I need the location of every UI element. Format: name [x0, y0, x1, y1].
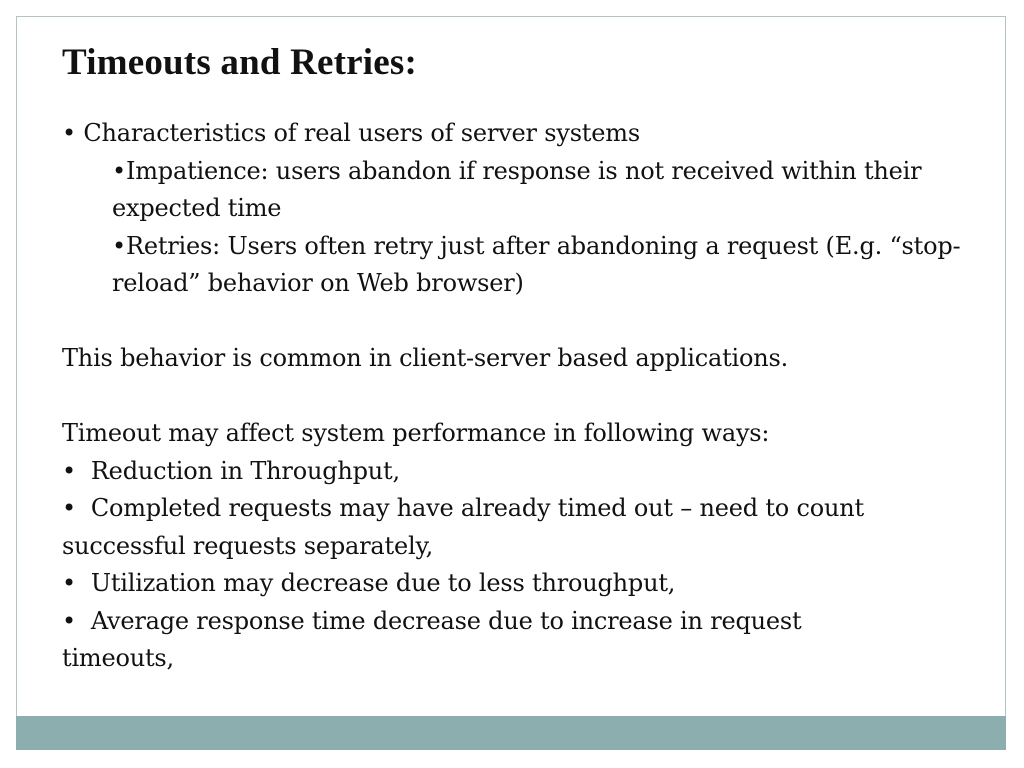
effect-item-continuation: successful requests separately,	[62, 531, 434, 560]
spacer	[62, 303, 992, 341]
sub-bullet-impatience: •Impatience: users abandon if response is not received within their expected time	[112, 156, 922, 222]
common-statement: This behavior is common in client-server based applications.	[62, 344, 789, 372]
effect-item-continuation: timeouts,	[62, 644, 174, 672]
sub-bullet-retries: •Retries: Users often retry just after abandoning a request (E.g. “stop-reload” behavior on Web browser)	[112, 231, 961, 297]
effect-item: • Reduction in Throughput,	[62, 456, 400, 485]
effect-item: • Average response time decrease due to increase in request	[62, 606, 802, 635]
bullet-characteristics: • Characteristics of real users of server systems	[62, 119, 640, 147]
spacer	[62, 378, 992, 416]
slide-title: Timeouts and Retries:	[62, 42, 417, 83]
slide-content	[62, 40, 992, 678]
effect-item: • Completed requests may have already timed out – need to count	[62, 494, 864, 522]
slide-body	[62, 115, 992, 678]
effect-item: • Utilization may decrease due to less throughput,	[62, 569, 676, 597]
footer-bar	[16, 716, 1006, 750]
timeout-intro: Timeout may affect system performance in following ways:	[62, 419, 770, 447]
